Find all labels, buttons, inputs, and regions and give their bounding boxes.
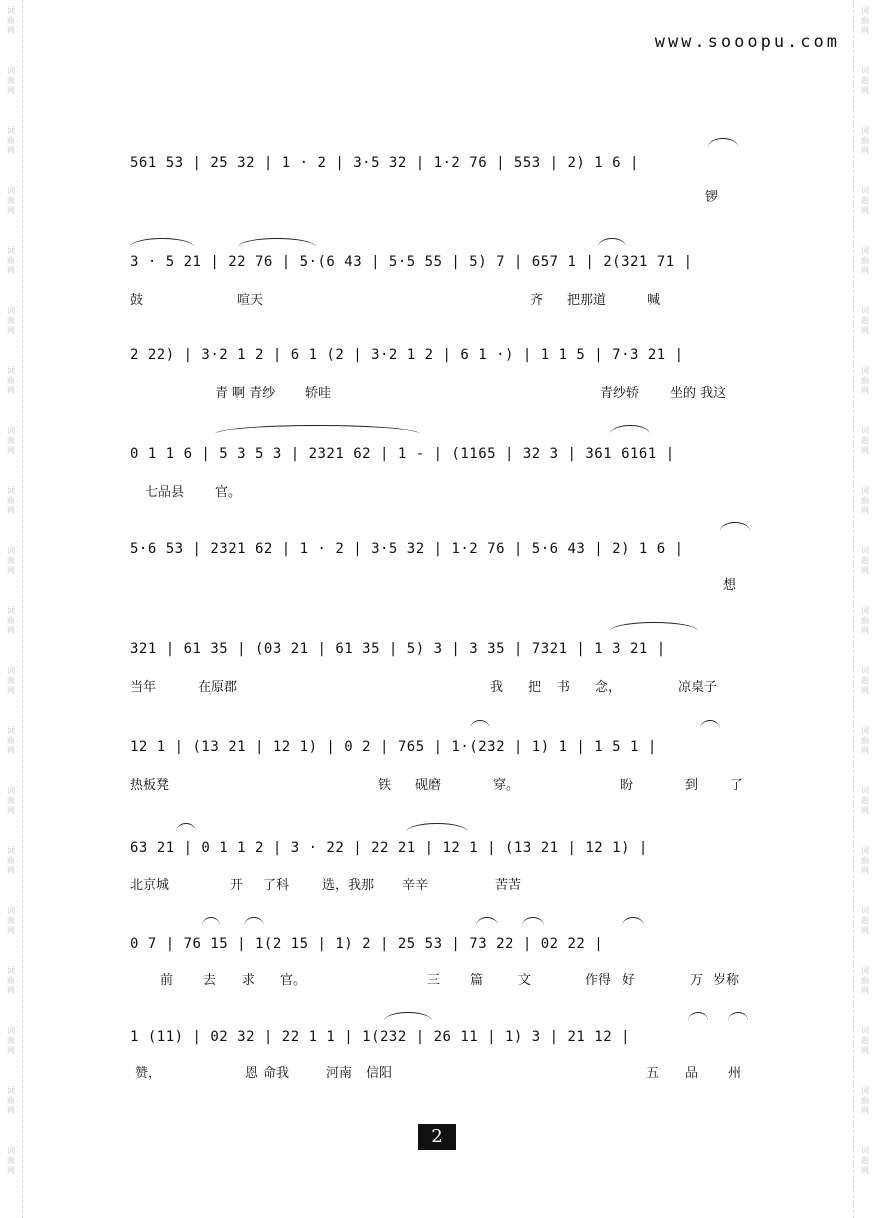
lyric: 辛辛 (402, 878, 429, 893)
watermark-glyph-block: 词 曲 网 (7, 1086, 15, 1115)
slur-mark (176, 823, 196, 832)
watermark-glyph-block: 词 曲 网 (861, 426, 869, 455)
watermark-glyph-block: 词 曲 网 (861, 606, 869, 635)
watermark-glyph-block: 词 曲 网 (7, 546, 15, 575)
watermark-glyph-block: 词 曲 网 (861, 306, 869, 335)
lyric-line-5 (130, 574, 760, 594)
lyric: 盼 (620, 778, 634, 793)
watermark-glyph-block: 词 曲 网 (861, 186, 869, 215)
watermark-glyph-block: 词 曲 网 (861, 846, 869, 875)
watermark-glyph-block: 词 曲 网 (861, 966, 869, 995)
lyric: 齐 (530, 293, 544, 308)
watermark-glyph-block: 词 曲 网 (7, 246, 15, 275)
lyric: 青纱轿 (600, 386, 640, 401)
slur-mark (622, 917, 644, 926)
lyric: 文 (518, 973, 532, 988)
notation-line-4: 0 1 1 6 | 5 3 5 3 | 2321 62 | 1 - | (1165 | 32 3 | 361 6161 | (130, 446, 675, 462)
slur-mark (476, 917, 498, 926)
slur-mark (610, 622, 698, 631)
slur-mark (238, 238, 316, 247)
lyric: 作得 (585, 973, 612, 988)
lyric: 在原郡 (198, 680, 238, 695)
lyric: 万 (690, 973, 704, 988)
lyric-line-8 (130, 874, 760, 894)
lyric: 官。 (280, 973, 307, 988)
watermark-glyph-block: 词 曲 网 (861, 726, 869, 755)
slur-mark (244, 917, 264, 926)
lyric: 三 (427, 973, 441, 988)
notation-line-3: 2 22) | 3·2 1 2 | 6 1 (2 | 3·2 1 2 | 6 1 ·) | 1 1 5 | 7·3 21 | (130, 347, 684, 363)
watermark-glyph-block: 词 曲 网 (861, 786, 869, 815)
slur-mark (720, 522, 750, 531)
lyric-line-6 (130, 676, 760, 696)
lyric-line-3 (130, 382, 760, 402)
lyric: 砚磨 (415, 778, 442, 793)
site-url: www.sooopu.com (654, 32, 840, 52)
lyric: 把那道 (567, 293, 607, 308)
lyric-line-10 (130, 1062, 760, 1082)
lyric: 喧天 (237, 293, 264, 308)
watermark-glyph-block: 词 曲 网 (7, 786, 15, 815)
watermark-glyph-block: 词 曲 网 (7, 426, 15, 455)
lyric: 前 (160, 973, 174, 988)
notation-line-6: 321 | 61 35 | (03 21 | 61 35 | 5) 3 | 3 35 | 7321 | 1 3 21 | (130, 641, 666, 657)
notation-line-2: 3 · 5 21 | 22 76 | 5·(6 43 | 5·5 55 | 5) 7 | 657 1 | 2(321 71 | (130, 254, 693, 270)
watermark-glyph-block: 词 曲 网 (861, 666, 869, 695)
watermark-glyph-block: 词 曲 网 (861, 6, 869, 35)
lyric: 锣 (705, 190, 719, 205)
lyric: 到 (685, 778, 699, 793)
watermark-glyph-block: 词 曲 网 (861, 366, 869, 395)
lyric: 信阳 (366, 1066, 393, 1081)
lyric: 官。 (215, 485, 242, 500)
slur-mark (598, 238, 626, 247)
lyric-line-4 (130, 481, 760, 501)
slur-mark (708, 138, 738, 147)
watermark-glyph-block: 词 曲 网 (7, 486, 15, 515)
slur-mark (384, 1012, 432, 1021)
lyric: 凉桌子 (678, 680, 718, 695)
lyric: 鼓 (130, 293, 144, 308)
watermark-glyph-block: 词 曲 网 (7, 186, 15, 215)
watermark-glyph-block: 词 曲 网 (861, 486, 869, 515)
watermark-glyph-block: 词 曲 网 (7, 66, 15, 95)
watermark-glyph-block: 词 曲 网 (7, 126, 15, 155)
watermark-glyph-block: 词 曲 网 (7, 966, 15, 995)
watermark-glyph-block: 词 曲 网 (861, 906, 869, 935)
lyric: 求 (242, 973, 256, 988)
slur-mark (610, 425, 650, 434)
watermark-glyph-block: 词 曲 网 (861, 246, 869, 275)
lyric: 了科 (263, 878, 290, 893)
lyric: 恩 (245, 1066, 259, 1081)
watermark-glyph-block: 词 曲 网 (7, 606, 15, 635)
watermark-glyph-block: 词 曲 网 (7, 1026, 15, 1055)
lyric: 岁称 (713, 973, 740, 988)
notation-line-1: 561 53 | 25 32 | 1 · 2 | 3·5 32 | 1·2 76 | 553 | 2) 1 6 | (130, 155, 639, 171)
lyric: 苦苦 (495, 878, 522, 893)
watermark-glyph-block: 词 曲 网 (7, 726, 15, 755)
watermark-glyph-block: 词 曲 网 (861, 1086, 869, 1115)
lyric: 铁 (378, 778, 392, 793)
lyric-line-1 (130, 186, 760, 206)
lyric: 想 (723, 578, 737, 593)
watermark-glyph-block: 词 曲 网 (861, 1026, 869, 1055)
lyric: 轿哇 (305, 386, 332, 401)
lyric: 命我 (263, 1066, 290, 1081)
lyric-line-2 (130, 289, 760, 309)
watermark-glyph-block: 词 曲 网 (7, 906, 15, 935)
slur-mark (470, 720, 490, 729)
notation-line-7: 12 1 | (13 21 | 12 1) | 0 2 | 765 | 1·(232 | 1) 1 | 1 5 1 | (130, 739, 657, 755)
slur-mark (700, 720, 720, 729)
page-number: 2 (418, 1124, 456, 1150)
lyric: 去 (203, 973, 217, 988)
lyric: 书 (557, 680, 571, 695)
lyric: 我 (490, 680, 504, 695)
notation-line-5: 5·6 53 | 2321 62 | 1 · 2 | 3·5 32 | 1·2 76 | 5·6 43 | 2) 1 6 | (130, 541, 684, 557)
lyric: 开 (230, 878, 244, 893)
lyric: 青 啊 青纱 (215, 386, 276, 401)
slur-mark (202, 917, 220, 926)
lyric: 喊 (647, 293, 661, 308)
lyric: 北京城 (130, 878, 170, 893)
watermark-glyph-block: 词 曲 网 (7, 366, 15, 395)
notation-line-8: 63 21 | 0 1 1 2 | 3 · 22 | 22 21 | 12 1 | (13 21 | 12 1) | (130, 840, 648, 856)
lyric: 了 (730, 778, 744, 793)
slur-mark (522, 917, 544, 926)
slur-mark (215, 425, 420, 434)
lyric: 品 (685, 1066, 699, 1081)
lyric: 州 (728, 1066, 742, 1081)
lyric: 河南 (326, 1066, 353, 1081)
slur-mark (130, 238, 194, 247)
watermark-glyph-block: 词 曲 网 (861, 66, 869, 95)
notation-line-10: 1 (11) | 02 32 | 22 1 1 | 1(232 | 26 11 | 1) 3 | 21 12 | (130, 1029, 631, 1045)
watermark-glyph-block: 词 曲 网 (7, 1146, 15, 1175)
watermark-glyph-block: 词 曲 网 (861, 1146, 869, 1175)
slur-mark (406, 823, 468, 832)
lyric: 赞， (135, 1066, 162, 1081)
lyric: 七品县 (145, 485, 185, 500)
watermark-glyph-block: 词 曲 网 (7, 306, 15, 335)
lyric: 穿。 (493, 778, 520, 793)
watermark-glyph-block: 词 曲 网 (7, 6, 15, 35)
slur-mark (728, 1012, 748, 1021)
lyric: 好 (622, 973, 636, 988)
lyric-line-9 (130, 969, 760, 989)
lyric: 热板凳 (130, 778, 170, 793)
lyric: 篇 (470, 973, 484, 988)
lyric: 选，我那 (322, 878, 375, 893)
watermark-glyph-block: 词 曲 网 (7, 666, 15, 695)
watermark-glyph-block: 词 曲 网 (7, 846, 15, 875)
lyric: 把 (528, 680, 542, 695)
lyric: 念， (595, 680, 622, 695)
lyric: 坐的 我这 (670, 386, 727, 401)
lyric: 当年 (130, 680, 157, 695)
watermark-glyph-block: 词 曲 网 (861, 126, 869, 155)
notation-line-9: 0 7 | 76 15 | 1(2 15 | 1) 2 | 25 53 | 73 22 | 02 22 | (130, 936, 604, 952)
lyric: 五 (646, 1066, 660, 1081)
slur-mark (688, 1012, 708, 1021)
lyric-line-7 (130, 774, 760, 794)
watermark-glyph-block: 词 曲 网 (861, 546, 869, 575)
